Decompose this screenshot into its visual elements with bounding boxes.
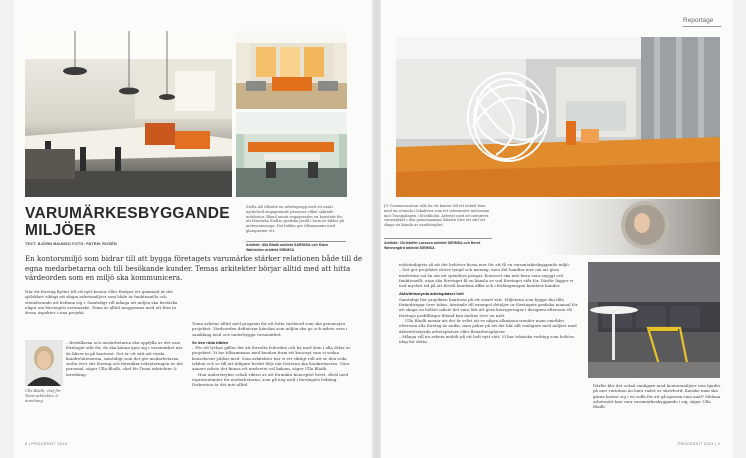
left-col1-paragraph-2: – Beställarna och medarbetarna ska uppfylla av det som företaget står för, de ska känna igen sig i varumärket när de kliver in på kontoret. Det är ett sätt att värda kundrelationerna, samtidigt som det gör medarbetarna stolta över sitt företag och förenklar rekryteringen av det personal, säger Ulla Bladh, chef för Tema arkitekter & inredning. [66, 340, 183, 377]
left-col2-paragraph-1: Tema arbetar alltid med program för att hitta värdeord som ska genomsyra projektet. Värdeorden definierar känslan som miljön ska ge och måste vara i samklang med och underbygga varumärket. [192, 321, 348, 337]
byline: TEXT: BJÖRN BAUNSO FOTO: PATRIK ROSÉN [25, 242, 117, 246]
photo-caption-text: Stella AB tillsatte en arbetsgrupp med ett antal nyckelord engagerande personer vilket säkrade indelsetor. Bland annat engagerades en konstnär för att förstärka Stellas grafiska profil i form av bilder på mötesrummega. Det bilden ger tillsammans med glasspartier ett. [246, 205, 344, 233]
section-rule [683, 26, 721, 27]
office-photo-rotunda [396, 37, 720, 197]
portrait-photo [25, 340, 63, 386]
rotunda-caption-rule [384, 238, 492, 239]
left-col2-paragraph-2: – För att lyckas gäller det att förvalta ledorden och ha med dem i alla delar av projektet. Vi tar tillsammans med kunden fram ett koncept som vi sedan konsekvent jobbar med. Som arkitekter har vi ett viktigt roll att se den röda tråden och se till att tidigare beslut följs när lösterna ska konkretiseras. Göra annars måste det finnas ett medvetet val bakom, säger Ulla Bladh. [192, 345, 351, 372]
left-col2-paragraph-3: Hon understryker också vikten av att förankra konceptet brett, såväl med representanter för medarbetarna, som på hög nivå i företagets ledning. Diskretion är det inte alltid [192, 371, 349, 388]
right-col1-paragraph-3: Samtidigt bör projekten hanteras på ett smart sätt. Miljöerna som byggs ska tåla förändringar över tiden. Använde till exempel detaljer ur företagets grafiska manual för att skapa en helhet måste det vara lätt att göra korrigeringar i designen eftersom ett företags profilfärger ibland kan ändras över en natt. [399, 296, 578, 318]
office-photo-main [25, 31, 232, 197]
left-col2-subhead: Se den röda tråden [192, 339, 229, 345]
photo-caption-credit-text: Arkitekt: Ulla Bladh arkitekt SAR/MSA och Klara Wahlström arkitekt SIR/MSA [246, 243, 328, 252]
right-column-1 [399, 262, 579, 344]
section-label: Reportage [683, 17, 714, 24]
left-column-1-wrap [66, 340, 185, 377]
right-col1-paragraph-1: nödvändigtvis så att det behöver kosta mer för att få en varumärkesbyggande miljö. [399, 262, 570, 267]
rotunda-caption-text: JG Communication ville ha ett kontor till ett enkelt hem med en rotunda i lokalerna som ett informativt mötesrum mot Trangadagen i Stockholm. Arbetet med att integrera varumärket i den gemensamma lokalen blev ett sätt att skapa en känsla av samhörighet. [384, 204, 490, 228]
right-col1-paragraph-4: Ulla Bladh menar att det är svårt att se några allmänna trender inom området eftersom alla företag är unika, men pekar på att det blir allt vanligare med miljöer med aktivitetsstyrda arbetsplatser eller flexarbetsplatser. [399, 317, 577, 334]
photo-caption-left [246, 205, 346, 234]
left-col1-paragraph-1: När ett företag flyttar till ett nytt kontor eller förnyar ett gammalt är det självklart viktigt att skapa arbetsmiljöer som både är funktionella och stimulerande att befinna sig i. Samtidigt vill många att miljön ska bestärka något om företagets varumärke. Tema är alltid inoggranna med att föra in dessa aspekter i sina projekt. [25, 289, 178, 316]
left-column-1 [25, 289, 185, 315]
portrait-caption [25, 389, 67, 403]
rotunda-caption-credit [384, 241, 492, 251]
article-title [25, 205, 235, 239]
title-line-2: MILJÖER [25, 222, 96, 239]
rotunda-caption-credit-text: Arkitekt: Christoffer Larsson arkitekt SIR/MSA och Bernt Wennergård arkitekt SIR/MSA [384, 241, 481, 250]
portrait-caption-text: Ulla Bladh, chef för Tema arkitekter & inredning. [25, 389, 61, 403]
office-photo-window [236, 31, 347, 109]
left-footer: 8 | PROCESSIT 2013 [25, 442, 67, 446]
right-col2-paragraph-1: Därför blir det också vanligare med kontorsmiljöer som bjuder på mer variation än bara rader av skrivbord. Kanske man ska gärna kastar sig i en soffa för att gå igenom sina mail? Sådana arbetssätt kan vara varumärkesbyggande i sig, säger Ulla Bladh. [593, 383, 721, 410]
mirror-photo [540, 199, 720, 255]
right-footer: PROCESSIT 2013 | 9 [678, 442, 720, 446]
ingress: En kontorsmiljö som bidrar till att bygga företagets varumärke stärker relationen både till de egna medarbetarna och till besökande kunder. Temas arkitekter börjar alltid med att hitta värdeorden som en miljö ska kommunicera. [25, 254, 363, 283]
lounge-photo [588, 262, 720, 378]
left-column-2 [192, 321, 352, 388]
caption-rule [246, 241, 346, 242]
title-line-1: VARUMÄRKESBYGGANDE [25, 205, 230, 222]
right-column-2 [593, 383, 721, 409]
right-col1-subhead: Aktivitetsstyrda arbetsplatser hett [399, 291, 464, 297]
rotunda-caption [384, 204, 492, 228]
office-photo-meeting [236, 112, 347, 197]
right-col1-paragraph-5: – Många vill nu arbeta mobilt på ett helt nytt sätt. Vi har tekniska verktyg som behövs idag för detta. [399, 333, 575, 345]
right-col1-paragraph-2: – Det ger projektet större tyngd och mening, men det handlar mer om att göra medvetna val än om att spendera pengar. Kontoret ska inte bara vara snyggt och funktionellt, utan ska företaget få en känsla av vad företaget står för. Därför lägger vi ned mycket tid på att förstå kundens affär och i förlängningen kundens kunder. [399, 267, 574, 289]
photo-caption-credit [246, 243, 346, 253]
